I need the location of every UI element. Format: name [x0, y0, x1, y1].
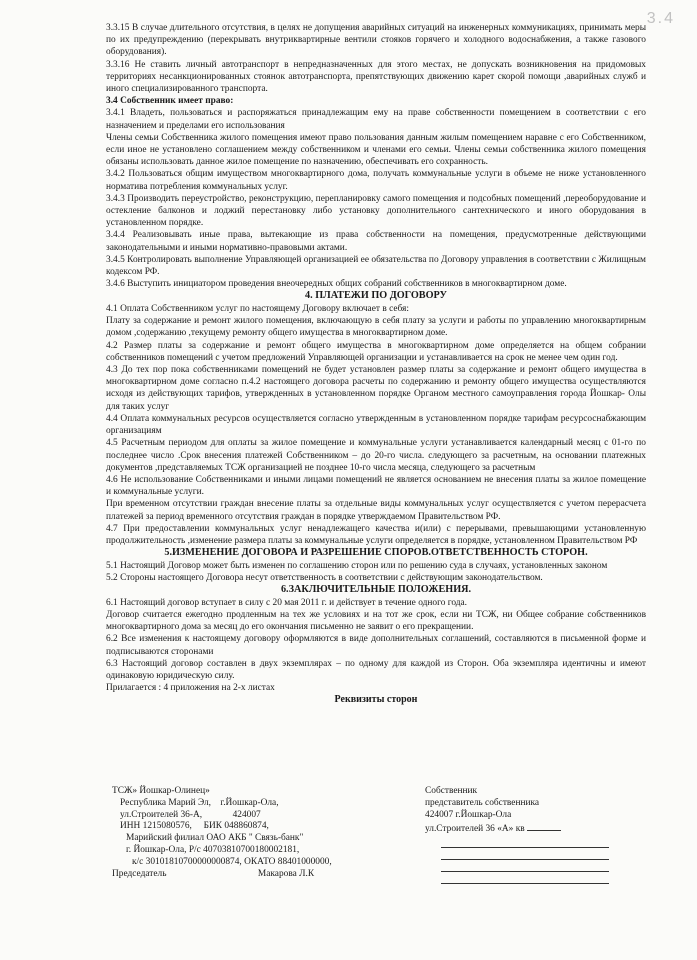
hoa-address-street [112, 810, 382, 822]
hoa-city: г.Йошкар-Ола, [220, 797, 279, 808]
clause-6-2: 6.2 Все изменения к настоящему договору оформляются в виде дополнительных соглашений, составляются в письменной форме и подписываются сторонами [106, 634, 646, 657]
hoa-bik: БИК 048860874, [203, 821, 269, 832]
clause-4-2: 4.2 Размер платы за содержание и ремонт общего имущества в многоквартирном доме определяется на общем собрании собственников помещений с учетом предложений Управляющей организации и устанавливается на срок не менее чем один год. [106, 340, 646, 363]
hoa-republic: Республика Марий Эл, [120, 797, 212, 808]
chair-title: Председатель [112, 868, 167, 879]
owner-representative: представитель собственника [425, 797, 540, 808]
clause-3-4-2: 3.4.2 Пользоваться общим имуществом многоквартирного дома, получать коммунальные услуги в объеме не ниже установленного норматива потребления коммунальных услуг. [106, 169, 646, 192]
clause-6-1: 6.1 Настоящий договор вступает в силу с 20 мая 2011 г. и действует в течение одного года. [106, 597, 468, 608]
hoa-account: г. Йошкар-Ола, Р/с 40703810700180002181, [126, 844, 300, 855]
owner-requisites [425, 786, 645, 884]
owner-blank-line-1 [441, 836, 609, 848]
clause-5-2: 5.2 Стороны настоящего Договора несут ответственность в соответствии с действующим законодательством. [106, 572, 543, 583]
clause-4-5: 4.5 Расчетным периодом для оплаты за жилое помещение и коммунальные услуги устанавливается календарный месяц с 01-го по последнее число .Срок внесения платежей Собственником – до 20-го числа. следующего за расчетным, на основании платежных документов ,представляемых ТСЖ организацией не позднее 10-го числа месяца, следующего за расчетным [106, 438, 646, 473]
owner-label: Собственник [425, 786, 478, 796]
hoa-signatory [112, 869, 382, 881]
attachments-note: Прилагается : 4 приложения на 2-х листах [106, 683, 275, 694]
apartment-blank-line [527, 821, 561, 831]
clause-3-4-6: 3.4.6 Выступить инициатором проведения внеочередных общих собраний собственников в многоквартирном доме. [106, 279, 567, 290]
clause-3-4-3: 3.4.3 Производить переустройство, реконструкцию, перепланировку самого помещения и подсобных помещений ,переоборудование и остекление балконов и лоджий перестановку либо установку дополнительного сантехнического и иного оборудования в установленном порядке. [106, 193, 646, 229]
clause-3-4-4: 3.4.4 Реализовывать иные права, вытекающие из права собственности на помещения, предусмотренные действующими законодательными и иными нормативно-правовыми актами. [106, 230, 646, 253]
clause-3-3-16: 3.3.16 Не ставить личный автотранспорт в непредназначенных для этого местах, не допускать возникновения на придомовых территориях несанкционированных стоянок автотранспорта, препятствующих движению карет скорой помощи ,аварийных служб и иного специализированного транспорта. [106, 59, 646, 95]
hoa-requisites [112, 786, 382, 880]
hoa-name: ТСЖ» Йошкар-Олинец» [112, 786, 210, 796]
contract-body [106, 22, 646, 707]
clause-3-4-1-family: Члены семьи Собственника жилого помещения имеют право пользования данным жилым помещением наравне с его Собственником, если иное не установлено соглашением между собственником и членами его семьи. Члены семьи собственника жилого помещения обязаны использовать данное жилое помещение по назначению, обеспечивать его сохранность. [106, 132, 646, 168]
clause-3-3-15: 3.3.15 В случае длительного отсутствия, в целях не допущения аварийных ситуаций на инженерных коммуникациях, принимать меры по их предупреждению (перекрывать внутриквартирные вентили стояков горячего и холодного водоснабжения, а также газового оборудования). [106, 23, 646, 58]
owner-blank-line-3 [441, 860, 609, 872]
hoa-tax-ids [112, 821, 382, 833]
clause-4-4: 4.4 Оплата коммунальных ресурсов осуществляется согласно утвержденным в установленном порядке тарифам ресурсоснабжающим организациям [106, 413, 646, 437]
clause-3-4-1: 3.4.1 Владеть, пользоваться и распоряжаться принадлежащим ему на праве собственности помещением в соответствии с его назначением и пределами его использования [106, 108, 646, 131]
owner-blank-line-2 [441, 848, 609, 860]
hoa-inn: ИНН 1215080576, [120, 821, 192, 832]
section-3-4-heading: 3.4 Собственник имеет право: [106, 96, 234, 107]
hoa-corr-account: к/с 30101810700000000874, ОКАТО 88401000000, [132, 856, 332, 867]
page-number: 3.4 [646, 10, 675, 27]
clause-6-3: 6.3 Настоящий договор составлен в двух экземплярах – по одному для каждой из Сторон. Оба экземпляра идентичны и имеют одинаковую юридическую силу. [106, 658, 646, 681]
owner-street: ул.Строителей 36 «А» кв [425, 821, 645, 836]
clause-4-6: 4.6 Не использование Собственниками и иными лицами помещений не является основанием не внесения платы за жилое помещение и коммунальные услуги. [106, 474, 646, 498]
owner-city: 424007 г.Йошкар-Ола [425, 809, 512, 820]
hoa-address-region [112, 798, 382, 810]
section-4-heading: 4. ПЛАТЕЖИ ПО ДОГОВОРУ [305, 290, 447, 302]
requisites-heading: Реквизиты сторон [334, 694, 418, 706]
hoa-zip: 424007 [232, 809, 261, 820]
section-5-heading: 5.ИЗМЕНЕНИЕ ДОГОВОРА И РАЗРЕШЕНИЕ СПОРОВ.ОТВЕТСТВЕННОСТЬ СТОРОН. [164, 547, 588, 559]
clause-5-1: 5.1 Настоящий Договор может быть изменен по соглашению сторон или по решению суда в случаях, установленных законом [106, 560, 608, 571]
owner-blank-line-4 [441, 872, 609, 884]
hoa-street: ул.Строителей 36-А, [120, 809, 203, 820]
clause-4-3: 4.3 До тех пор пока собственниками помещений не будет установлен размер платы за содержание и ремонт общего имущества в многоквартирном доме согласно п.4.2 настоящего договора расчеты по содержанию и ремонту общего имущества осуществляются исходя из действующих тарифов, утвержденных в установленном порядке Органом местного самоуправления города Йошкар- Олы для таких услуг [106, 365, 646, 412]
clause-6-1-renewal: Договор считается ежегодно продленным на тех же условиях и на тот же срок, если ни ТСЖ, ни Общее собрание собственников многоквартирного дома за месяц до его окончания письменно не заявит о его прекращении. [106, 609, 646, 633]
section-6-heading: 6.ЗАКЛЮЧИТЕЛЬНЫЕ ПОЛОЖЕНИЯ. [280, 584, 472, 596]
hoa-bank: Марийский филиал ОАО АКБ " Связь-банк" [126, 833, 304, 844]
clause-4-7: 4.7 При предоставлении коммунальных услуг ненадлежащего качества и(или) с перерывами, превышающими установленную продолжительность ,изменение размера платы за коммунальные услуги определяется в порядке, установленном Правительством РФ [106, 523, 646, 546]
clause-4-1: 4.1 Оплата Собственником услуг по настоящему Договору включает в себя: [106, 304, 409, 315]
clause-4-6-absence: При временном отсутствии граждан внесение платы за отдельные виды коммунальных услуг осуществляется с учетом перерасчета платежей за период временного отсутствия граждан в порядке утверждаемом Правительством РФ. [106, 499, 646, 522]
chair-name: Макарова Л.К [257, 868, 315, 879]
clause-3-4-5: 3.4.5 Контролировать выполнение Управляющей организацией ее обязательства по Договору управления в соответствии с Жилищным кодексом РФ. [106, 254, 646, 278]
clause-4-1-detail: Плату за содержание и ремонт жилого помещения, включающую в себя плату за услуги и работы по управлению многоквартирным домом ,содержанию ,текущему ремонту общего имущества в многоквартирном доме. [106, 316, 646, 339]
